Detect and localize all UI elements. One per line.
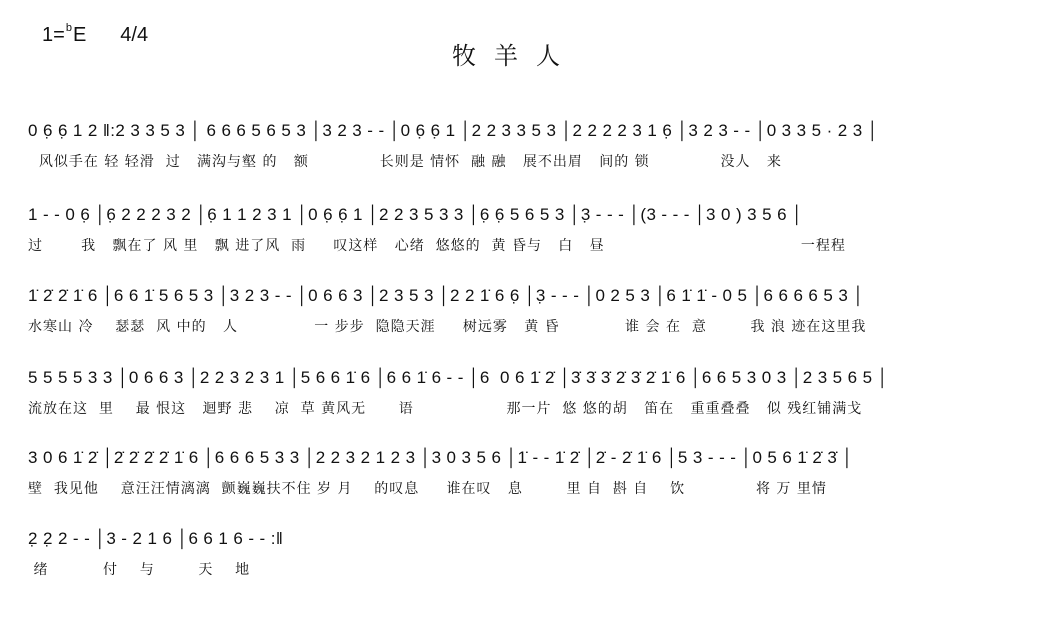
flat-sign: b [65,22,72,34]
notation-line: 1 - - 0 6̣ │6̣ 2 2 2 3 2 │6̣ 1 1 2 3 1 │0 6̣ 6̣ 1 │2 2 3 5 3 3 │6̣ 6̣ 5 6 5 3 │3̣ - - - │(3 - - - │3 0 ) 3 5 6 │ [28,205,804,224]
notation-line: 5 5 5 5 3 3 │0 6 6 3 │2 2 3 2 3 1 │5 6 6 1̇ 6 │6 6 1̇ 6 - - │6 0 6 1̇ 2̇ │3̇ 3̇ 3̇ 2̇ 3̇ 2̇ 1̇ 6 │6 6 5 3 0 3 │2 3 5 6 5 │ [28,368,889,387]
key-prefix: 1= [42,24,65,46]
lyric-line: 过 我 飘在了 风 里 飘 进了风 雨 叹这样 心绪 悠悠的 黄 昏与 白 昼 一程程 [28,238,846,254]
score-line-5 [28,447,1008,499]
lyric-line: 风似手在 轻 轻滑 过 满沟与壑 的 额 长则是 情怀 融 融 展不出眉 间的 锁 没人 来 [28,154,782,170]
notation-line: 0 6̣ 6̣ 1 2 ‖:2 3 3 5 3 │ 6 6 6 5 6 5 3 │3 2 3 - - │0 6̣ 6̣ 1 │2 2 3 3 5 3 │2 2 2 2 3 1 6̣ │3 2 3 - - │0 3 3 5 · 2 3 │ [28,121,879,140]
song-title: 牧羊人 [452,42,578,70]
lyric-line: 壁 我见他 意汪汪情漓漓 颤巍巍扶不住 岁 月 的叹息 谁在叹 息 里 自 斟 自 饮 将 万 里情 [28,481,827,497]
score-line-3 [28,285,1008,337]
score-line-1 [28,120,1008,172]
notation-line: 3 0 6 1̇ 2̇ │2̇ 2̇ 2̇ 2̇ 1̇ 6 │6 6 6 5 3 3 │2 2 3 2 1 2 3 │3 0 3 5 6 │1̇ - - 1̇ 2̇ │2̇ - 2̇ 1̇ 6 │5 3 - - - │0 5 6 1̇ 2̇ 3̇ │ [28,448,854,467]
key-note: E [72,24,87,46]
notation-line: 1̇ 2̇ 2̇ 1̇ 6 │6 6 1̇ 5 6 5 3 │3 2 3 - - │0 6 6 3 │2 3 5 3 │2 2 1̇ 6 6̣ │3̣ - - - │0 2 5 3 │6 1̇ 1̇ - 0 5 │6 6 6 6 5 3 │ [28,286,865,305]
time-signature: 4/4 [120,24,149,46]
score-line-4 [28,367,1008,419]
lyric-line: 绪 付 与 天 地 [28,562,251,578]
lyric-line: 水寒山 冷 瑟瑟 风 中的 人 一 步步 隐隐天涯 树远雾 黄 昏 谁 会 在 意 我 浪 迹在这里我 [28,319,867,335]
lyric-line: 流放在这 里 最 恨这 迴野 悲 凉 草 黄风无 语 那一片 悠 悠的胡 笛在 重重叠叠 似 残红铺满戈 [28,401,863,417]
key-signature [42,24,148,47]
notation-line: 2̣ 2̣ 2 - - │3 - 2 1 6 │6 6 1 6 - - :‖ [28,529,284,548]
score-line-2 [28,204,1008,256]
score-line-6 [28,528,1008,580]
